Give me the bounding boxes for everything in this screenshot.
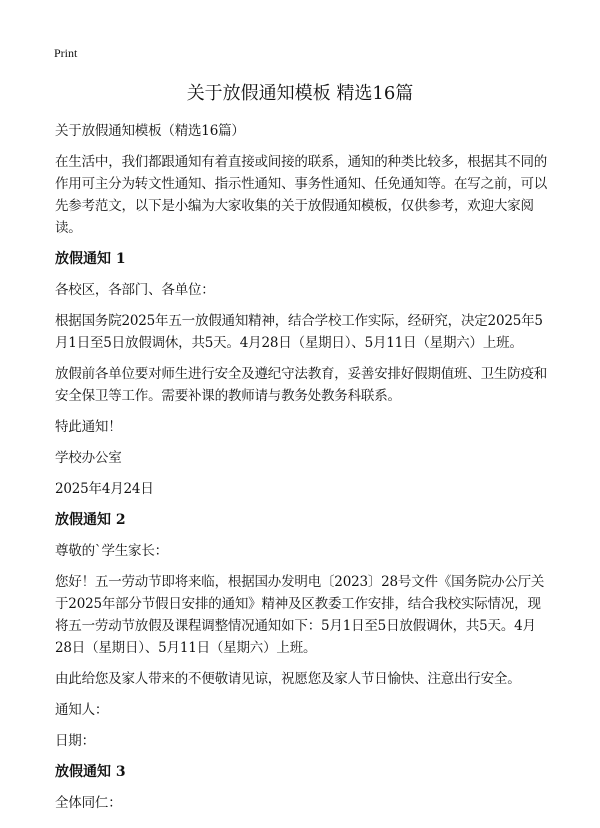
section-2-paragraph-2: 由此给您及家人带来的不便敬请见谅，祝愿您及家人节日愉快、注意出行安全。 xyxy=(55,671,521,687)
document-body xyxy=(55,120,550,823)
section-3-heading: 放假通知 3 xyxy=(55,764,126,780)
section-1-signer: 学校办公室 xyxy=(55,450,122,466)
document-title: 关于放假通知模板 精选16篇 xyxy=(186,83,414,104)
section-1-paragraph-1: 根据国务院2025年五一放假通知精神，结合学校工作实际，经研究，决定2025年5月1日至5日放假调休，共5天。4月28日（星期日）、5月11日（星期六）上班。 xyxy=(55,313,543,351)
section-2-heading: 放假通知 2 xyxy=(55,512,126,528)
section-3-greeting: 全体同仁： xyxy=(55,795,122,811)
section-1-paragraph-2: 放假前各单位要对师生进行安全及遵纪守法教育，妥善安排好假期值班、卫生防疫和安全保卫等工作。需要补课的教师请与教务处教务科联系。 xyxy=(55,366,548,404)
section-1-greeting: 各校区，各部门、各单位： xyxy=(55,282,215,298)
section-1-heading: 放假通知 1 xyxy=(55,251,126,267)
section-1-closing: 特此通知！ xyxy=(55,419,122,435)
document-subtitle: 关于放假通知模板（精选16篇） xyxy=(55,123,245,139)
section-1-date: 2025年4月24日 xyxy=(55,481,154,497)
section-2-date-label: 日期： xyxy=(55,733,95,749)
intro-paragraph: 在生活中，我们都跟通知有着直接或间接的联系，通知的种类比较多，根据其不同的作用可主分为转文性通知、指示性通知、事务性通知、任免通知等。在写之前，可以先参考范文，以下是小编为大家收集的关于放假通知模板，仅供参考，欢迎大家阅读。 xyxy=(55,154,548,236)
print-link[interactable]: Print xyxy=(54,46,78,60)
section-2-notifier: 通知人： xyxy=(55,702,109,718)
section-2-greeting: 尊敬的`学生家长： xyxy=(55,543,168,559)
section-2-paragraph-1: 您好！五一劳动节即将来临，根据国办发明电〔2023〕28号文件《国务院办公厅关于2025年部分节假日安排的通知》精神及区教委工作安排，结合我校实际情况，现将五一劳动节放假及课程调整情况通知如下：5月1日至5日放假调休，共5天。4月28日（星期日）、5月11日（星期六）上班。 xyxy=(55,574,545,656)
